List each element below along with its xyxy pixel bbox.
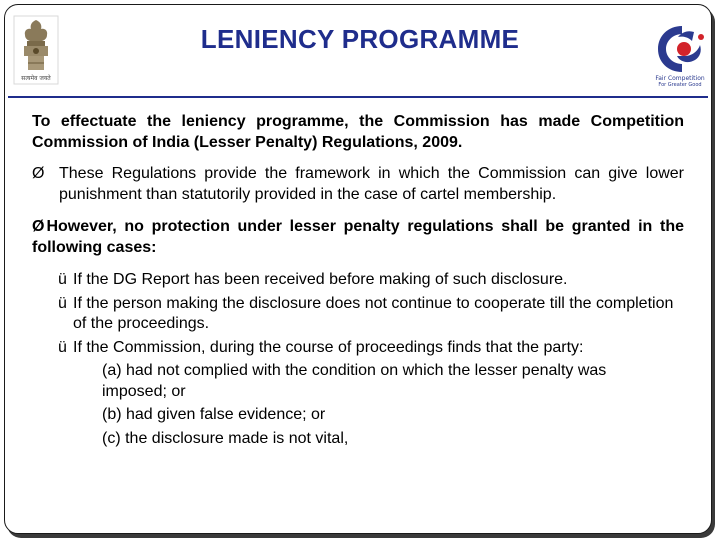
intro-paragraph: To effectuate the leniency programme, the Commission has made Competition Commission of India (Lesser Penalty) Regulations, 2009. — [32, 113, 684, 151]
arrow-bullet-icon: Ø — [32, 218, 45, 235]
checkmark-icon: ü — [58, 294, 67, 312]
header-divider — [8, 96, 708, 98]
checkmark-icon: ü — [58, 271, 67, 288]
logo-text-line1: Fair Competition — [655, 75, 705, 82]
sub-item: (c) the disclosure made is not vital, — [102, 429, 349, 447]
checkmark-icon: ü — [58, 338, 67, 356]
bullet-regulations-text: These Regulations provide the framework in which the Commission can give lower punishment than statutorily provided in the case of cartel membership. — [59, 165, 684, 203]
check-item-text: If the person making the disclosure does not continue to cooperate till the completion of the proceedings. — [73, 294, 674, 332]
page-title: LENIENCY PROGRAMME — [200, 24, 520, 54]
logo-text-line2: For Greater Good — [658, 82, 702, 88]
check-item-text: If the DG Report has been received before making of such disclosure. — [73, 271, 568, 288]
emblem-caption: सत्यमेव जयते — [21, 75, 51, 82]
cci-logo-icon — [648, 18, 712, 88]
list-item — [58, 270, 684, 291]
sub-item: (b) had given false evidence; or — [102, 406, 326, 423]
checklist — [58, 270, 684, 358]
sub-list — [102, 361, 684, 449]
list-item — [58, 338, 684, 359]
list-item — [58, 294, 684, 335]
sub-item: (a) had not complied with the condition on which the lesser penalty was imposed; or — [102, 362, 607, 400]
slide-content — [32, 112, 684, 452]
bullet-regulations — [32, 164, 684, 205]
bullet-no-protection-text: However, no protection under lesser penalty regulations shall be granted in the following cases: — [32, 218, 684, 256]
arrow-bullet-icon: Ø — [32, 165, 45, 182]
bullet-no-protection — [32, 217, 684, 258]
check-item-text: If the Commission, during the course of proceedings finds that the party: — [73, 338, 584, 356]
